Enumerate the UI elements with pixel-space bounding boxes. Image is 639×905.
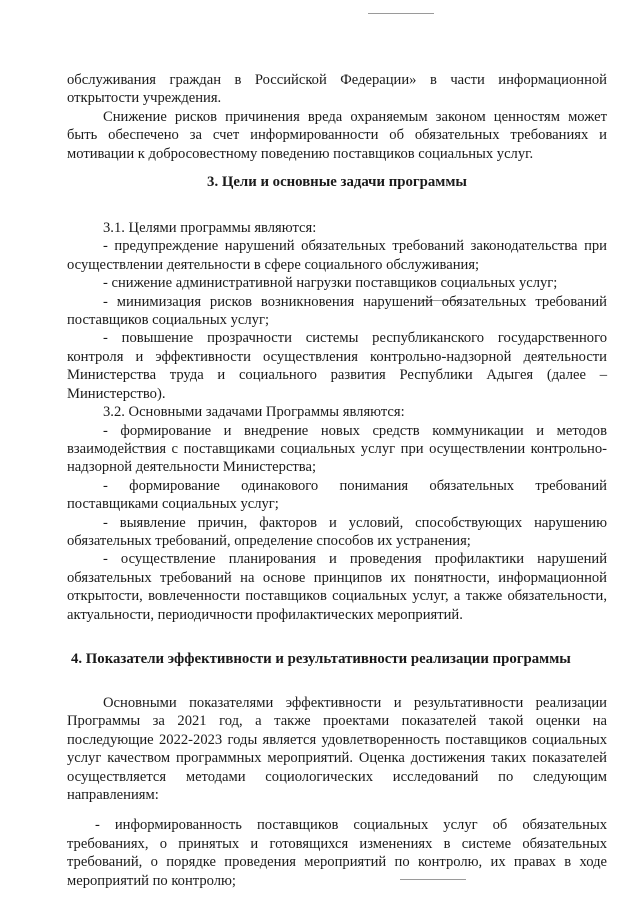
goal-item: - повышение прозрачности системы республиканского государственного контроля и эффективности осуществления контрольно-надзорной деятельности Министерства труда и социального развития Республики Адыгея (далее – Министерство).	[67, 330, 607, 402]
section-3-heading: 3. Цели и основные задачи программы	[207, 174, 467, 191]
goal-item: - предупреждение нарушений обязательных требований законодательства при осуществлении деятельности в сфере социального обслуживания;	[67, 238, 607, 273]
document-body	[67, 71, 607, 890]
scan-mark-top	[368, 13, 434, 14]
paragraph-risk-reduction: Снижение рисков причинения вреда охраняемым законом ценностям может быть обеспечено за счет информированности об обязательных требованиях и мотивации к добросовестному поведению поставщиков социальных услуг.	[67, 108, 607, 162]
goal-item: - снижение административной нагрузки поставщиков социальных услуг;	[103, 275, 558, 292]
task-item: - формирование одинакового понимания обязательных требований поставщиками социальных услуг;	[67, 477, 607, 513]
section-4-heading: 4. Показатели эффективности и результативности реализации программы	[71, 650, 571, 667]
task-item: - осуществление планирования и проведения профилактики нарушений обязательных требований на основе принципов их понятности, информационной открытости, вовлеченности поставщиков социальных услуг, а также обязательности, актуальности, периодичности профилактических мероприятий.	[67, 551, 607, 623]
indicator-item: - информированность поставщиков социальных услуг об обязательных требованиях, о принятых и готовящихся изменениях в системе обязательных требований, о порядке проведения мероприятий по контролю, их правах в ходе мероприятий по контролю;	[67, 817, 607, 889]
goals-intro: 3.1. Целями программы являются:	[103, 220, 317, 237]
goal-item: - минимизация рисков возникновения нарушений обязательных требований поставщиков социальных услуг;	[67, 293, 607, 329]
task-item: - выявление причин, факторов и условий, способствующих нарушению обязательных требований, определение способов их устранения;	[67, 514, 607, 549]
task-item: - формирование и внедрение новых средств коммуникации и методов взаимодействия с поставщиками социальных услуг при осуществлении контрольно-надзорной деятельности Министерства;	[67, 422, 607, 476]
section-4-intro: Основными показателями эффективности и результативности реализации Программы за 2021 год, а также проектами показателей такой оценки на последующие 2022-2023 годы является удовлетворенность поставщиков социальных услуг качеством программных мероприятий. Оценка достижения таких показателей осуществляется методами социологических исследований по следующим направлениям:	[67, 694, 607, 803]
tasks-intro: 3.2. Основными задачами Программы являются:	[103, 404, 405, 421]
paragraph-continuation: обслуживания граждан в Российской Федерации» в части информационной открытости учреждения.	[67, 72, 607, 107]
